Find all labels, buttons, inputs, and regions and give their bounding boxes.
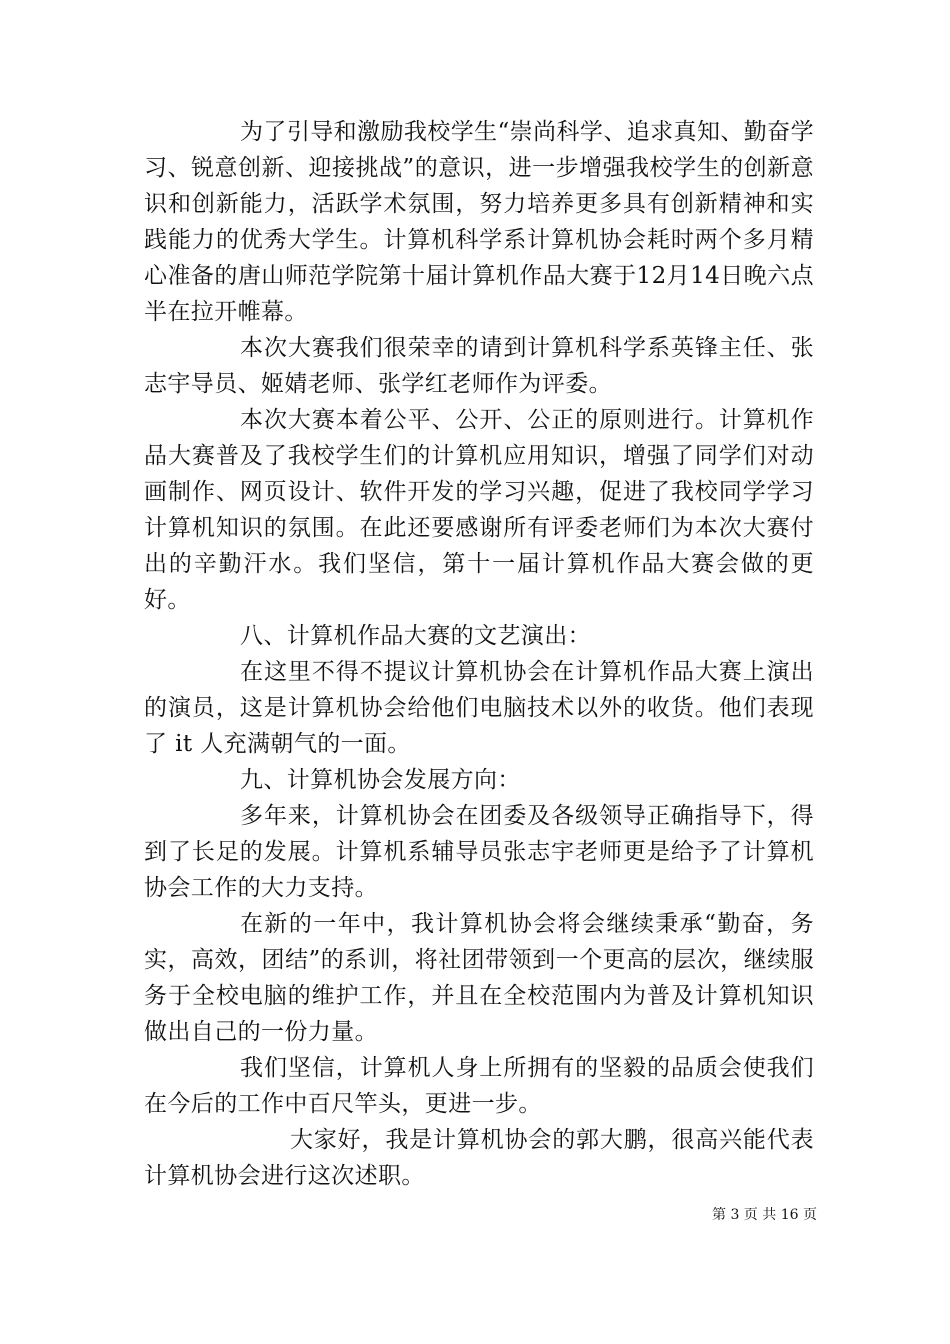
section-heading-direction: 九、计算机协会发展方向： xyxy=(240,767,521,793)
paragraph-belief: 我们坚信，计算机人身上所拥有的坚毅的品质会使我们在今后的工作中百尺竿头，更进一步。 xyxy=(144,1055,814,1117)
paragraph-competition-summary: 本次大赛本着公平、公开、公正的原则进行。计算机作品大赛普及了我校学生们的计算机应用知识，增强了同学们对动画制作、网页设计、软件开发的学习兴趣，促进了我校同学学习计算机知识的氛围。在此还要感谢所有评委老师们为本次大赛付出的辛勤汗水。我们坚信，第十一届计算机作品大赛会做的更好。 xyxy=(144,407,814,613)
paragraph-development: 多年来，计算机协会在团委及各级领导正确指导下，得到了长足的发展。计算机系辅导员张志宇老师更是给予了计算机协会工作的大力支持。 xyxy=(144,803,814,901)
paragraph-performance: 在这里不得不提议计算机协会在计算机作品大赛上演出的演员，这是计算机协会给他们电脑技术以外的收货。他们表现了 it 人充满朝气的一面。 xyxy=(144,659,814,757)
document-body xyxy=(144,114,814,1194)
section-heading-performance: 八、计算机作品大赛的文艺演出： xyxy=(240,623,591,649)
paragraph-new-year: 在新的一年中，我计算机协会将会继续秉承“勤奋，务实，高效，团结”的系训，将社团带领到一个更高的层次，继续服务于全校电脑的维护工作，并且在全校范围内为普及计算机知识做出自己的一份力量。 xyxy=(144,911,814,1045)
paragraph-judges: 本次大赛我们很荣幸的请到计算机科学系英锋主任、张志宇导员、姬婧老师、张学红老师作为评委。 xyxy=(144,335,814,397)
page-number-footer: 第 3 页 共 16 页 xyxy=(712,1207,817,1223)
paragraph-greeting: 大家好，我是计算机协会的郭大鹏，很高兴能代表计算机协会进行这次述职。 xyxy=(144,1127,814,1189)
paragraph-competition-intro: 为了引导和激励我校学生“崇尚科学、追求真知、勤奋学习、锐意创新、迎接挑战”的意识，进一步增强我校学生的创新意识和创新能力，活跃学术氛围，努力培养更多具有创新精神和实践能力的优秀大学生。计算机科学系计算机协会耗时两个多月精心准备的唐山师范学院第十届计算机作品大赛于12月14日晚六点半在拉开帷幕。 xyxy=(144,119,814,325)
